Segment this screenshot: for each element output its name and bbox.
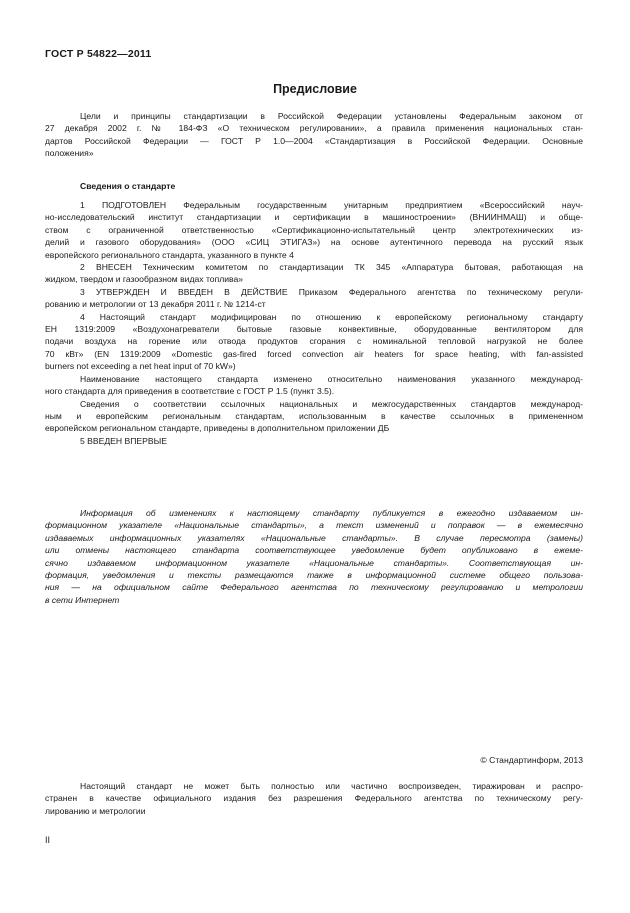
info-block (45, 199, 583, 447)
reproduction-line: странен в качестве официального издания без разрешения Федерального агентства по техническому регу- (45, 793, 583, 804)
info-line: ЕН 1319:2009 «Воздухонагреватели бытовые газовые конвективные, оборудованные вентилятором для (45, 324, 583, 335)
info-line: но-исследовательский институт стандартизации и сертификации в машиностроении» (ВНИИНМАШ) и обще- (45, 212, 583, 223)
info-line: ного стандарта для приведения в соответствие с ГОСТ Р 1.5 (пункт 3.5). (45, 386, 335, 397)
info-line: рованию и метрологии от 13 декабря 2011 г. № 1214-ст (45, 299, 266, 310)
notice-line: ния — на официальном сайте Федерального агентства по техническому регулированию и метрологии (45, 582, 583, 593)
info-line: 3 УТВЕРЖДЕН И ВВЕДЕН В ДЕЙСТВИЕ Приказом Федерального агентства по техническому регули- (80, 286, 583, 297)
info-line: делий и газового оборудования» (ООО «СИЦ ЭТИГАЗ») на основе аутентичного перевода на русский язык (45, 237, 583, 248)
notice-line: издаваемых информационных указателях «Национальные стандарты». В случае пересмотра (замены) (45, 532, 583, 543)
info-heading-text: Сведения о стандарте (80, 181, 176, 191)
info-line: 5 ВВЕДЕН ВПЕРВЫЕ (80, 435, 167, 446)
copyright: © Стандартинформ, 2013 (480, 755, 583, 765)
info-line: европейском региональном стандарте, приведены в дополнительном приложении ДБ (45, 423, 390, 434)
info-line: подачи воздуха на горение или отвода продуктов сгорания с номинальной тепловой нагрузкой не более (45, 336, 583, 347)
intro-line: дартов Российской Федерации — ГОСТ Р 1.0—2004 «Стандартизация в Российской Федерации. Основные (45, 135, 583, 146)
info-line: 1 ПОДГОТОВЛЕН Федеральным государственным унитарным предприятием «Всероссийский науч- (80, 200, 583, 210)
page-title: Предисловие (273, 82, 357, 96)
intro-line: Цели и принципы стандартизации в Российской Федерации установлены Федеральным законом от (80, 111, 583, 121)
info-heading (45, 180, 583, 192)
page-number: II (45, 835, 51, 845)
intro-line: 27 декабря 2002 г. № 184-ФЗ «О техническом регулировании», а правила применения национальных стан- (45, 123, 583, 134)
info-line: Наименование настоящего стандарта изменено относительно наименования указанного международ- (80, 373, 583, 384)
info-line: европейского регионального стандарта, указанного в пункте 4 (45, 249, 294, 260)
info-line: 2 ВНЕСЕН Техническим комитетом по стандартизации ТК 345 «Аппаратура бытовая, работающая на (80, 262, 583, 273)
info-line: 4 Настоящий стандарт модифицирован по отношению к европейскому региональному стандарту (80, 311, 583, 322)
standard-code-header: ГОСТ Р 54822—2011 (45, 48, 152, 60)
notice-line: в сети Интернет (45, 594, 120, 605)
info-line: 70 кВт» (EN 1319:2009 «Domestic gas-fired forced convection air heaters for space heating, with fan-assisted (45, 348, 583, 359)
intro-line: положения» (45, 148, 94, 159)
info-line: burners not exceeding a net heat input of 70 kW») (45, 361, 236, 372)
reproduction-paragraph (45, 780, 583, 817)
info-line: ством с ограниченной ответственностью «Сертификационно-испытательный центр электротехнических из- (45, 224, 583, 235)
intro-paragraph (45, 110, 583, 160)
notice-line: сячно издаваемом информационном указателе «Национальные стандарты». Соответствующая ин- (45, 557, 583, 568)
notice-paragraph (45, 507, 583, 606)
notice-line: или отмены настоящего стандарта соответствующее уведомление будет опубликовано в ежеме- (45, 545, 583, 556)
notice-line: формация, уведомления и тексты размещаются также в информационной системе общего пользова- (45, 570, 583, 581)
reproduction-line: лированию и метрологии (45, 805, 146, 816)
notice-line: Информация об изменениях к настоящему стандарту публикуется в ежегодно издаваемом ин- (80, 508, 583, 518)
info-line: ным и европейским региональным стандартам, использованным в качестве ссылочных в примененном (45, 410, 583, 421)
info-line: Сведения о соответствии ссылочных национальных и межгосударственных стандартов международ- (80, 398, 583, 409)
info-line: жидком, твердом и газообразном видах топлива» (45, 274, 244, 285)
notice-line: формационном указателе «Национальные стандарты», а текст изменений и поправок — в ежемесячно (45, 520, 583, 531)
reproduction-line: Настоящий стандарт не может быть полностью или частично воспроизведен, тиражирован и распро- (80, 781, 583, 791)
